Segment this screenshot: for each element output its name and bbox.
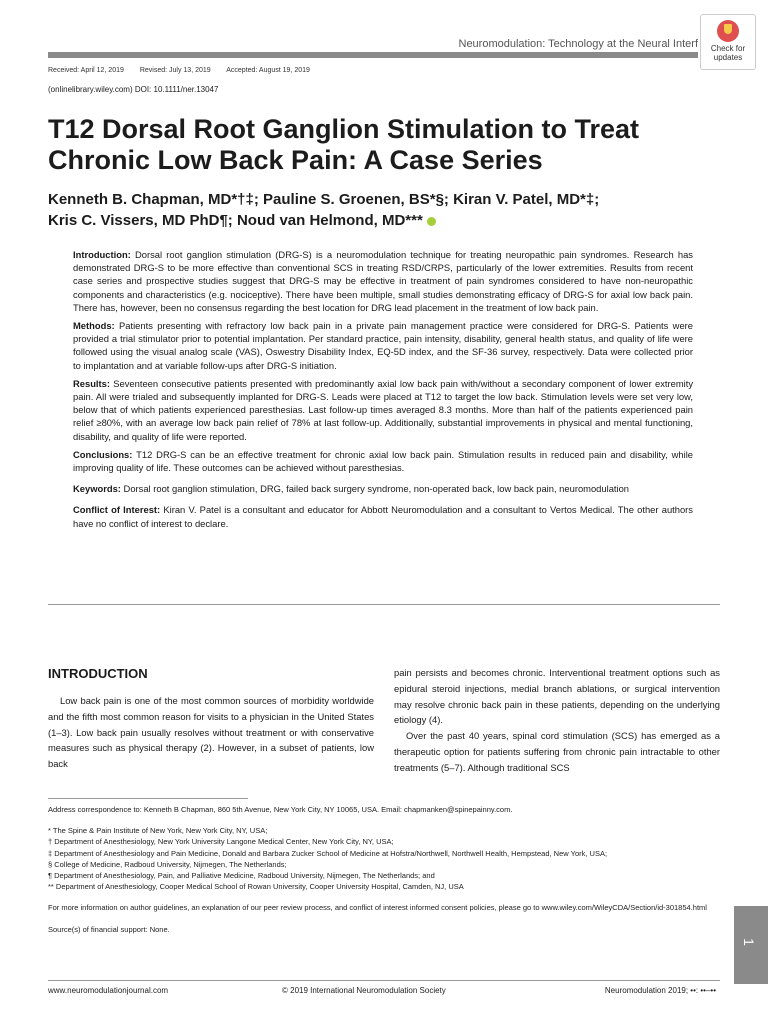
- orcid-icon[interactable]: [427, 217, 436, 226]
- check-updates-label-2: updates: [713, 53, 743, 62]
- abstract: [73, 248, 693, 535]
- page-number: 1: [740, 938, 757, 946]
- authors-line-2: Kris C. Vissers, MD PhD¶; Noud van Helmond, MD***: [48, 212, 423, 229]
- section-heading: INTRODUCTION: [48, 666, 148, 681]
- title-line-1: T12 Dorsal Root Ganglion Stimulation to Treat: [48, 114, 640, 144]
- accepted-date: Accepted: August 19, 2019: [226, 67, 310, 74]
- article-dates: [48, 67, 324, 74]
- article-title: [48, 114, 728, 176]
- received-date: Received: April 12, 2019: [48, 67, 124, 74]
- affiliation: § College of Medicine, Radboud University, Nijmegen, The Netherlands;: [48, 859, 287, 869]
- authors-line-1: Kenneth B. Chapman, MD*†‡; Pauline S. Groenen, BS*§; Kiran V. Patel, MD*‡;: [48, 191, 600, 208]
- journal-name: Neuromodulation: Technology at the Neural Interf: [458, 38, 698, 50]
- bookmark-icon: [717, 20, 739, 42]
- footnote-divider: [48, 798, 248, 799]
- affiliation: † Department of Anesthesiology, New York University Langone Medical Center, New York City, NY, USA;: [48, 837, 394, 847]
- footer-divider: [48, 980, 720, 981]
- footer-citation: Neuromodulation 2019; ••: ••–••: [604, 986, 716, 995]
- author-list: [48, 189, 728, 231]
- abstract-results: Results: Seventeen consecutive patients presented with predominantly axial low back pain with/without a secondary component of lower extremity pain. All were trialed and subsequently implanted for DRG-S. Leads were placed at T12 to target the low back. Stimulation levels were set very low, below that of which patients experienced paresthesias. Last follow-up times averaged 8.3 months. More than half of the patients experienced pain relief ≥80%, with an average low back pain relief of 78% at last follow-up. Additionally, substantial improvements in physical and mental functioning, disability, and quality of life were reported.: [73, 377, 694, 442]
- journal-header-bar: [48, 52, 698, 58]
- check-updates-label-1: Check for: [710, 44, 746, 53]
- footer-website[interactable]: www.neuromodulationjournal.com: [48, 986, 169, 995]
- body-paragraph: Over the past 40 years, spinal cord stimulation (SCS) has emerged as a therapeutic option for patients suffering from chronic pain intractable to other treatments (5–7). Although traditional SCS: [394, 730, 720, 773]
- doi[interactable]: (onlinelibrary.wiley.com) DOI: 10.1111/ner.13047: [48, 85, 219, 94]
- affiliation: ** Department of Anesthesiology, Cooper Medical School of Rowan University, Cooper University Hospital, Camden, NJ, USA: [48, 882, 464, 892]
- page-number-tab: [734, 906, 768, 984]
- affiliation: ‡ Department of Anesthesiology and Pain Medicine, Donald and Barbara Zucker School of Medicine at Hofstra/Northwell, Northwell Health, Hempstead, New York, USA;: [48, 848, 608, 858]
- title-line-2: Chronic Low Back Pain: A Case Series: [48, 145, 543, 175]
- abstract-introduction: Introduction: Dorsal root ganglion stimulation (DRG-S) is a neuromodulation technique for treating neuropathic pain syndromes. Research has demonstrated DRG-S to be more effective than conventional SCS in treating RSD/CRPS, particularly of the lower extremities. Results from recent case series and prospective studies suggest that DRG-S may be effective in treatment of pain syndromes considered to have non-neuropathic components and characteristics (e.g. nociceptive). There have been multiple, small studies demonstrating efficacy of DRG-S for axial low back pain. There has, however, been no consensus regarding the best location for DRG lead placement in the treatment of low back pain.: [73, 249, 693, 313]
- body-paragraph: pain persists and becomes chronic. Interventional treatment options such as epidural steroid injections, medial branch ablations, or surgical intervention may resolve chronic back pain in these patients, depending on the underlying etiology (4).: [394, 667, 720, 726]
- body-column-right: [394, 665, 720, 776]
- keywords: Keywords: Dorsal root ganglion stimulation, DRG, failed back surgery syndrome, non-operated back, low back pain, neuromodulation: [73, 483, 630, 495]
- conflict-of-interest: Conflict of Interest: Kiran V. Patel is a consultant and educator for Abbott Neuromodulation and a consultant to Vertos Medical. The other authors have no conflict of interest to declare.: [73, 504, 693, 529]
- affiliation: ¶ Department of Anesthesiology, Pain, and Palliative Medicine, Radboud University, Nijmegen, The Netherlands; and: [48, 871, 435, 881]
- footer-copyright: © 2019 International Neuromodulation Society: [282, 986, 446, 995]
- abstract-divider: [48, 604, 720, 605]
- author-guidelines-note: For more information on author guidelines, an explanation of our peer review process, and conflict of interest informed consent policies, please go to www.wiley.com/WileyCDA/Section/id-301854.html: [48, 903, 707, 913]
- correspondence-address: Address correspondence to: Kenneth B Chapman, 860 5th Avenue, New York City, NY 10065, USA. Email: chapmanken@spinepainny.com.: [48, 805, 513, 814]
- affiliation: * The Spine & Pain Institute of New York, New York City, NY, USA;: [48, 826, 268, 836]
- abstract-methods: Methods: Patients presenting with refractory low back pain in a private pain management practice were considered for DRG-S. Patients were provided a trial stimulator prior to potential implantation. Per standard practice, pain intensity, disability, general health status, and quality of life were followed using the visual analog scale (VAS), Oswestry Disability Index, EQ-5D index, and the SF-36 survey, respectively. Data were collected prior to implantation and at variable follow-ups after DRG-S initiation.: [73, 320, 693, 371]
- check-for-updates-button[interactable]: [700, 14, 756, 70]
- body-column-left: [48, 665, 374, 772]
- revised-date: Revised: July 13, 2019: [139, 67, 211, 74]
- financial-support: Source(s) of financial support: None.: [48, 924, 170, 934]
- footnotes: [48, 798, 720, 935]
- abstract-conclusions: Conclusions: T12 DRG-S can be an effective treatment for chronic axial low back pain. Stimulation results in reduced pain and disability, while improving quality of life. These outcomes can be achieved without paresthesias.: [73, 448, 694, 474]
- body-paragraph: Low back pain is one of the most common sources of morbidity worldwide and the fifth most common reason for visits to a physician in the United States (1–3). Low back pain usually resolves without treatment or with conservative measures such as physical therapy (2). However, in a subset of patients, low back: [48, 695, 374, 770]
